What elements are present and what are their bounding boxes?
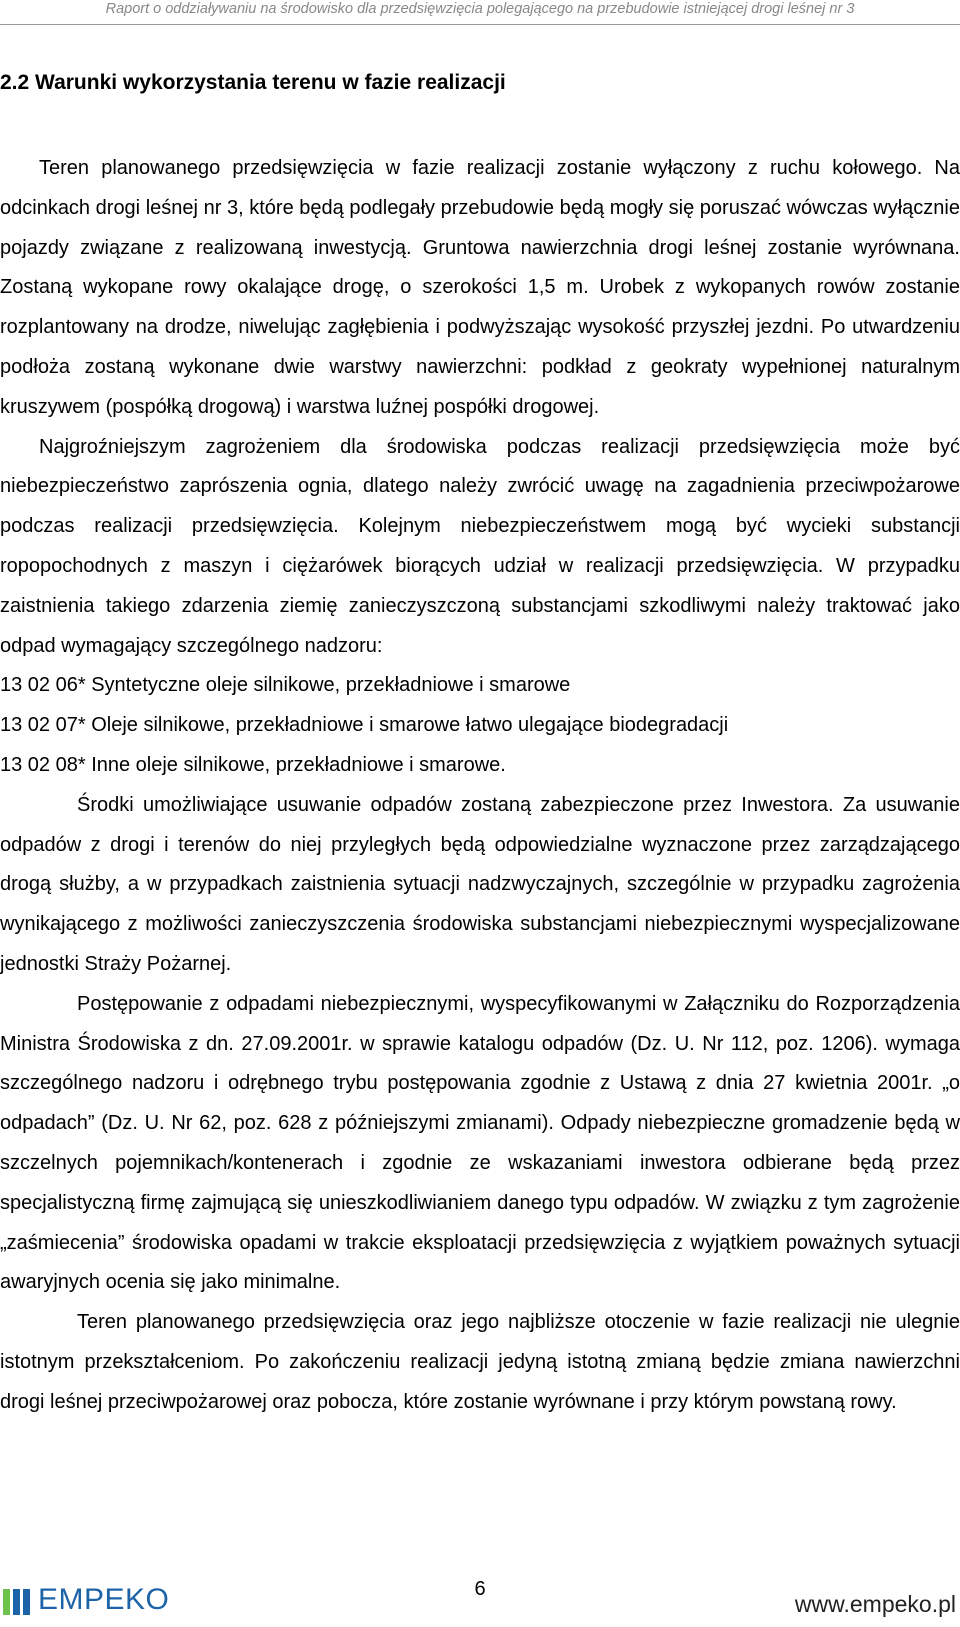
paragraph-construction-conditions: Teren planowanego przedsięwzięcia w fazie realizacji zostanie wyłączony z ruchu kołowego. Na odcinkach drogi leśnej nr 3, które będą podlegały przebudowie będą mogły się poruszać wówczas wyłącznie pojazdy związane z realizowaną inwestycją. Gruntowa nawierzchnia drogi leśnej zostanie wyrównana. Zostaną wykopane rowy okalające drogę, o szerokości 1,5 m. Urobek z wykopanych rowów zostanie rozplantowany na drodze, niwelując zagłębienia i podwyższając wysokość przyszłej jezdni. Po utwardzeniu podłoża zostaną wykonane dwie warstwy nawierzchni: podkład z geokraty wypełnionej naturalnym kruszywem (pospółką drogową) i warstwa luźnej pospółki drogowej. bbox=[0, 157, 960, 418]
logo-wordmark: EMPEKO bbox=[38, 1583, 170, 1616]
section-title: 2.2 Warunki wykorzystania terenu w fazie realizacji bbox=[0, 71, 506, 94]
header-divider bbox=[0, 24, 960, 25]
page-footer bbox=[0, 1577, 960, 1627]
page-number: 6 bbox=[474, 1578, 486, 1600]
paragraph-waste-removal: Środki umożliwiające usuwanie odpadów zostaną zabezpieczone przez Inwestora. Za usuwanie odpadów z drogi i terenów do niej przyległych będą odpowiedzialne wyznaczone przez zarządzającego drogą służby, a w przypadkach zaistnienia sytuacji nadzwyczajnych, szczególnie w przypadku zagrożenia wynikającego z możliwości zanieczyszczenia środowiska substancjami niebezpiecznymi wyspecjalizowane jednostki Straży Pożarnej. bbox=[0, 793, 960, 975]
paragraph-hazardous-waste-handling: Postępowanie z odpadami niebezpiecznymi, wyspecyfikowanymi w Załączniku do Rozporządzenia Ministra Środowiska z dn. 27.09.2001r. w sprawie katalogu odpadów (Dz. U. Nr 112, poz. 1206). wymaga szczególnego nadzoru i odrębnego trybu postępowania zgodnie z Ustawą z dnia 27 kwietnia 2001r. „o odpadach” (Dz. U. Nr 62, poz. 628 z późniejszymi zmianami). Odpady niebezpieczne gromadzenie będą w szczelnych pojemnikach/kontenerach i zgodnie ze wskazaniami inwestora odbierane będą przez specjalistyczną firmę zajmującą się unieszkodliwianiem danego typu odpadów. W związku z tym zagrożenie „zaśmiecenia” środowiska opadami w trakcie eksploatacji przedsięwzięcia z wyjątkiem poważnych sytuacji awaryjnych ocenia się jako minimalne. bbox=[0, 992, 960, 1294]
document-body bbox=[0, 149, 960, 1423]
running-header: Raport o oddziaływaniu na środowisko dla przedsięwzięcia polegającego na przebudowie istniejącej drogi leśnej nr 3 bbox=[105, 1, 855, 17]
footer-website-url[interactable]: www.empeko.pl bbox=[794, 1591, 956, 1617]
waste-code-item: 13 02 08* Inne oleje silnikowe, przekładniowe i smarowe. bbox=[0, 753, 506, 776]
waste-code-item: 13 02 07* Oleje silnikowe, przekładniowe i smarowe łatwo ulegające biodegradacji bbox=[0, 714, 729, 737]
paragraph-site-changes: Teren planowanego przedsięwzięcia oraz jego najbliższe otoczenie w fazie realizacji nie ulegnie istotnym przekształceniom. Po zakończeniu realizacji jedyną istotną zmianą będzie zmiana nawierzchni drogi leśnej przeciwpożarowej oraz pobocza, które zostanie wyrównane i przy którym powstaną rowy. bbox=[0, 1311, 960, 1413]
waste-code-item: 13 02 06* Syntetyczne oleje silnikowe, przekładniowe i smarowe bbox=[0, 674, 571, 697]
paragraph-environmental-hazards: Najgroźniejszym zagrożeniem dla środowiska podczas realizacji przedsięwzięcia może być niebezpieczeństwo zaprószenia ognia, dlatego należy zwrócić uwagę na zagadnienia przeciwpożarowe podczas realizacji przedsięwzięcia. Kolejnym niebezpieczeństwem mogą być wycieki substancji ropopochodnych z maszyn i ciężarówek biorących udział w realizacji przedsięwzięcia. W przypadku zaistnienia takiego zdarzenia ziemię zanieczyszczoną substancjami szkodliwymi należy traktować jako odpad wymagający szczególnego nadzoru: bbox=[0, 435, 960, 657]
